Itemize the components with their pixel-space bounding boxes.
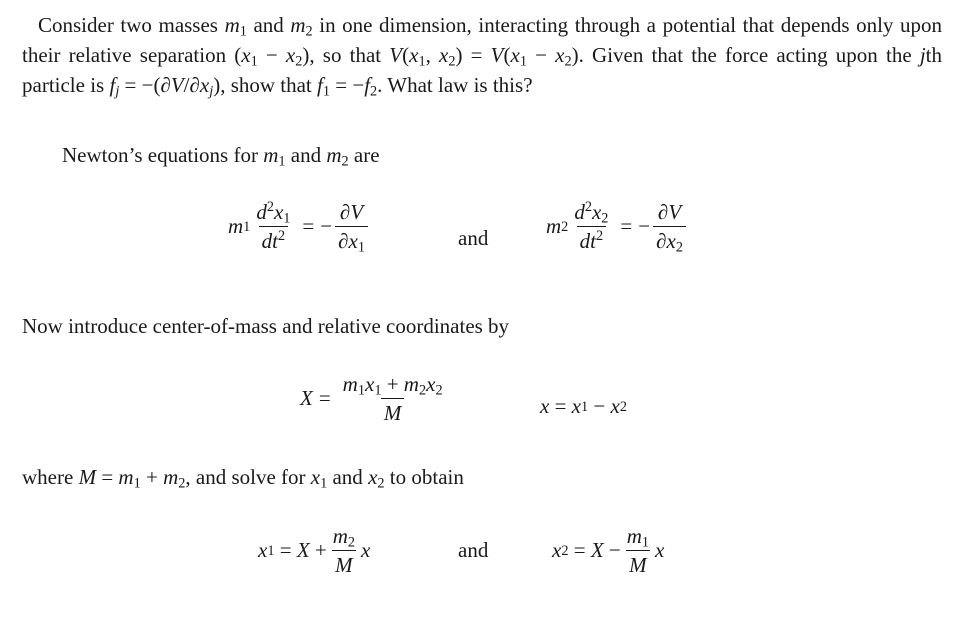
problem-text: th particle is [22,43,942,97]
solution-text: are [348,143,380,167]
and-word: and [458,226,489,250]
center-of-mass-equation: X = $\frac{m_1x_1 + m_2x_2}{M}$ [300,372,443,425]
problem-text: and [246,13,291,37]
solution-text: and [285,143,327,167]
coordinates-intro: Now introduce center-of-mass and relative coordinates by [22,314,510,338]
and-separator [458,226,488,251]
second-derivative-x2: $\frac{d^2x_2}{dt^2}$ [574,199,609,253]
newton-equation-2: m 2 $\frac{d^2x_2}{dt^2}$ = − $\frac{\partial V}{\partial x_2}$ [546,200,689,253]
newton-equation-1: m 1 $\frac{d^2x_1}{dt^2}$ = − $\frac{\partial V}{\partial x_1}$ [228,200,371,253]
problem-text: . What law is this? [377,73,533,97]
partial-v-x1: $\frac{\partial V}{\partial x_1}$ [335,200,368,253]
solution-text: and [327,465,369,489]
x1-solution-equation: x 1 = X + $\frac{m_2}{M}$ x [258,524,371,577]
relative-coordinate-equation: x = x 1 − x 2 [540,394,627,418]
and-separator [458,538,488,563]
solution-text: where [22,465,79,489]
x2-solution-equation: x 2 = X − $\frac{m_1}{M}$ x [552,524,665,577]
problem-text: . Given that the force acting upon the [578,43,920,67]
solution-text: Newton’s equations for [62,143,264,167]
problem-text: ), so that [302,43,390,67]
solution-text: , and solve for [185,465,311,489]
newton-intro: Newton’s equations for $m_1$ and $m_2$ are [62,143,380,170]
problem-text: Consider two masses [38,13,225,37]
problem-text: in one dimension, interacting through a potential that depends only upon their relative separation ( [22,13,942,67]
and-word: and [458,538,489,562]
problem-text: , show that [220,73,318,97]
solve-statement: where $M = m_1 + m_2$, and solve for $x_1$ and $x_2$ to obtain [22,465,464,492]
partial-v-x2: $\frac{\partial V}{\partial x_2}$ [653,200,686,253]
second-derivative-x1: $\frac{d^2x_1}{dt^2}$ [256,199,291,253]
problem-statement: Consider two masses $m_1$ and $m_2$ in one dimension, interacting through a potential that depends only upon their relative separation $(x_1 - x_2)$, so that $V(x_1$, $x_2) = V(x_1 - x_2)$. Given that the force acting upon the jth particle is $f_j = -(\partial V/\partial x_j)$, show that $f_1 = -f_2$. What law is this? [22,13,942,100]
solution-text: to obtain [384,465,464,489]
